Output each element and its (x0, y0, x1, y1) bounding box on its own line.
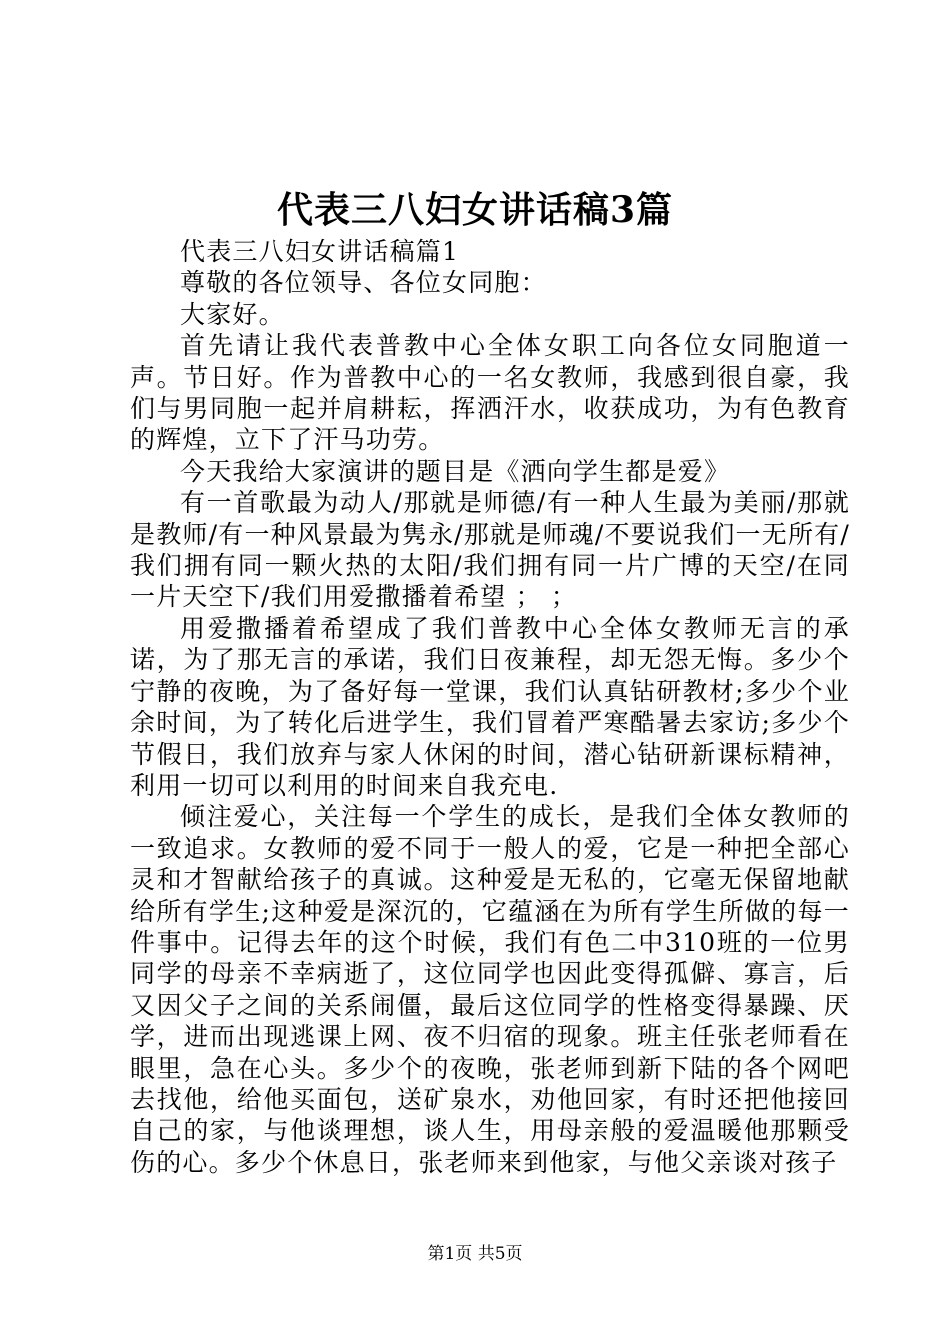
document-body (130, 236, 850, 1178)
page-number-footer: 第1页 共5页 (427, 1244, 523, 1264)
document-title: 代表三八妇女讲话稿3篇 (276, 189, 674, 231)
paragraph: 用爱撒播着希望成了我们普教中心全体女教师无言的承诺，为了那无言的承诺，我们日夜兼程，却无怨无悔。多少个宁静的夜晚，为了备好每一堂课，我们认真钻研教材;多少个业余时间，为了转化后进学生，我们冒着严寒酷暑去家访;多少个节假日，我们放弃与家人休闲的时间，潜心钻研新课标精神，利用一切可以利用的时间来自我充电. (130, 613, 850, 800)
paragraph: 今天我给大家演讲的题目是《洒向学生都是爱》 (180, 456, 731, 486)
salutation: 尊敬的各位领导、各位女同胞： (180, 268, 547, 298)
paragraph: 首先请让我代表普教中心全体女职工向各位女同胞道一声。节日好。作为普教中心的一名女教师，我感到很自豪，我们与男同胞一起并肩耕耘，挥洒汗水，收获成功，为有色教育的辉煌，立下了汗马功劳。 (130, 331, 850, 455)
section-heading: 代表三八妇女讲话稿篇1 (180, 237, 460, 266)
greeting: 大家好。 (180, 299, 285, 329)
paragraph: 倾注爱心，关注每一个学生的成长，是我们全体女教师的一致追求。女教师的爱不同于一般人的爱，它是一种把全部心灵和才智献给孩子的真诚。这种爱是无私的，它毫无保留地献给所有学生;这种爱是深沉的，它蕴涵在为所有学生所做的每一件事中。记得去年的这个时候，我们有色二中310班的一位男同学的母亲不幸病逝了，这位同学也因此变得孤僻、寡言，后又因父子之间的关系闹僵，最后这位同学的性格变得暴躁、厌学，进而出现逃课上网、夜不归宿的现象。班主任张老师看在眼里，急在心头。多少个的夜晚，张老师到新下陆的各个网吧去找他，给他买面包，送矿泉水，劝他回家，有时还把他接回自己的家，与他谈理想，谈人生，用母亲般的爱温暖他那颗受伤的心。多少个休息日，张老师来到他家，与他父亲谈对孩子 (130, 802, 850, 1177)
paragraph: 有一首歌最为动人/那就是师德/有一种人生最为美丽/那就是教师/有一种风景最为隽永/那就是师魂/不要说我们一无所有/我们拥有同一颗火热的太阳/我们拥有同一片广博的天空/在同一片天空下/我们用爱撒播着希望 ； ； (130, 488, 850, 612)
